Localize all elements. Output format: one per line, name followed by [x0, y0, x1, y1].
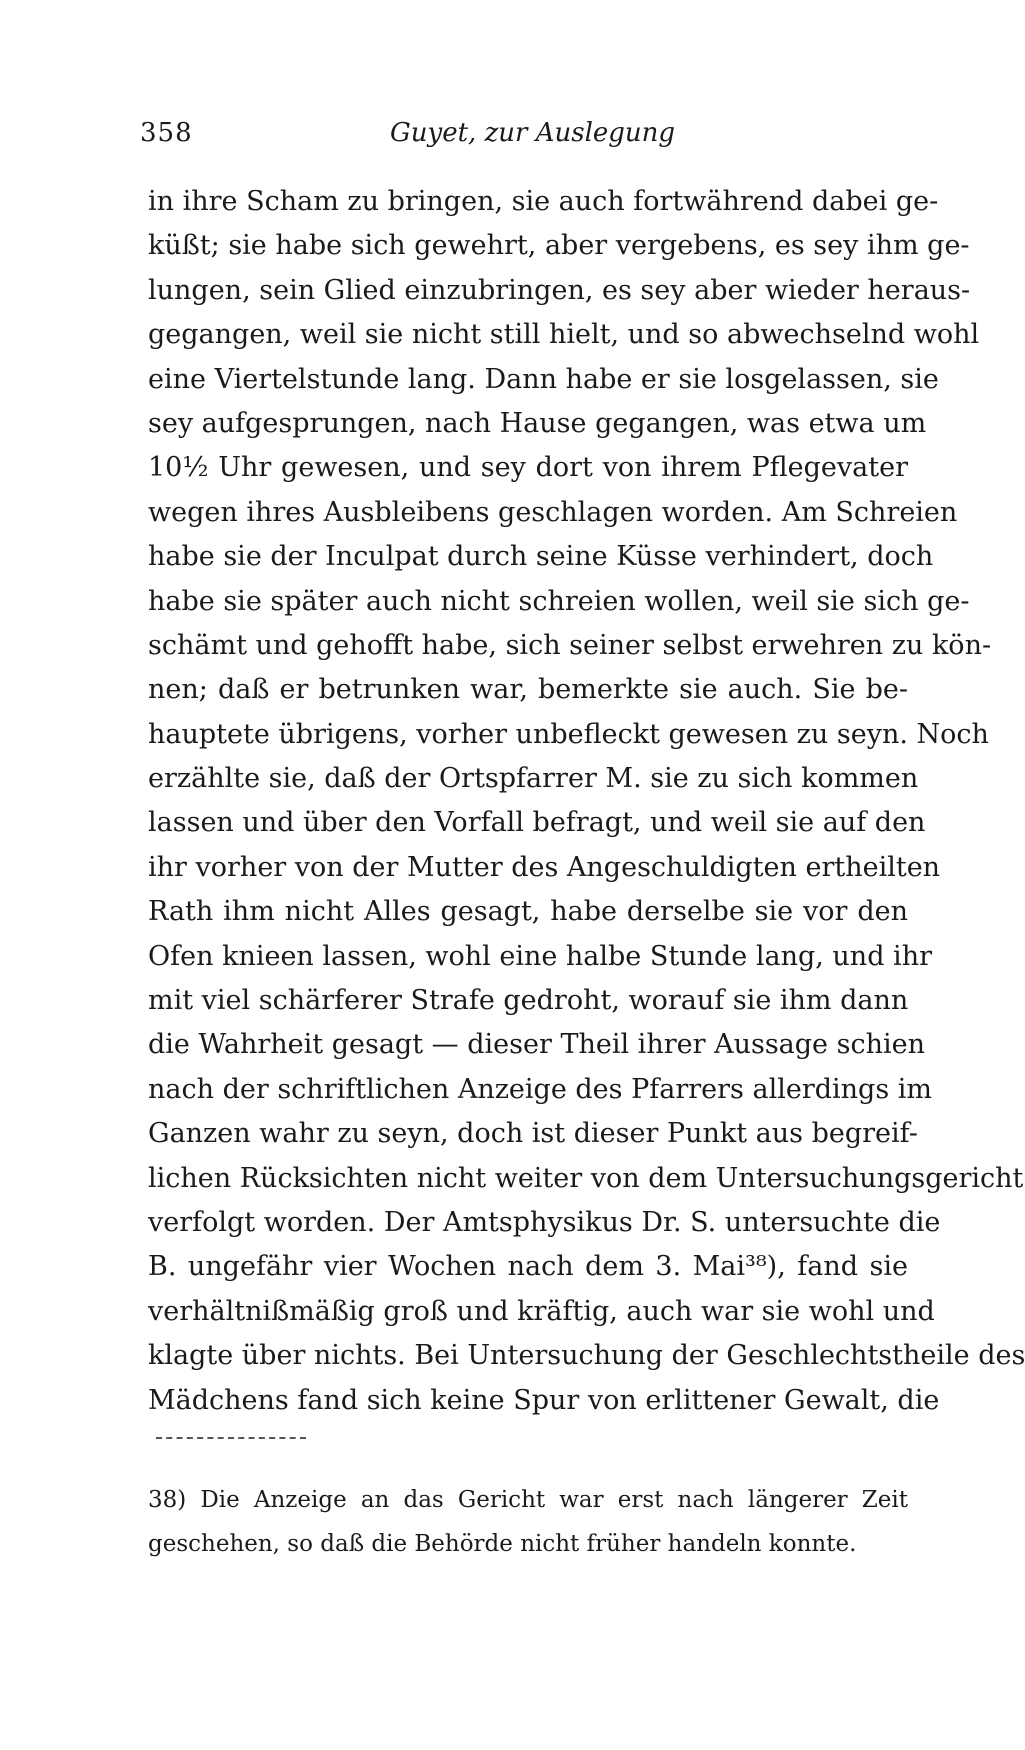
- text-line: verfolgt worden. Der Amtsphysikus Dr. S. untersuchte die: [148, 1206, 941, 1238]
- text-line: nen; daß er betrunken war, bemerkte sie auch. Sie be-: [148, 674, 908, 706]
- running-head: Guyet, zur Auslegung: [390, 118, 676, 148]
- text-line: verhältnißmäßig groß und kräftig, auch war sie wohl und: [148, 1295, 935, 1327]
- text-line: Ganzen wahr zu seyn, doch ist dieser Punkt aus begreif-: [148, 1118, 918, 1150]
- text-line: wegen ihres Ausbleibens geschlagen worden. Am Schreien: [148, 496, 958, 528]
- text-line: lichen Rücksichten nicht weiter von dem Untersuchungsgericht: [148, 1162, 1024, 1194]
- footnote-separator: [156, 1437, 306, 1440]
- text-line: habe sie der Inculpat durch seine Küsse verhindert, doch: [148, 541, 934, 573]
- text-line: klagte über nichts. Bei Untersuchung der Geschlechtstheile des: [148, 1340, 1025, 1372]
- text-line: habe sie später auch nicht schreien wollen, weil sie sich ge-: [148, 585, 970, 617]
- text-line: nach der schriftlichen Anzeige des Pfarrers allerdings im: [148, 1073, 933, 1105]
- text-line: die Wahrheit gesagt — dieser Theil ihrer Aussage schien: [148, 1029, 925, 1061]
- text-line: mit viel schärferer Strafe gedroht, worauf sie ihm dann: [148, 985, 909, 1017]
- page-header: [140, 118, 900, 158]
- footnote-line: geschehen, so daß die Behörde nicht früher handeln konnte.: [148, 1531, 857, 1557]
- text-line: erzählte sie, daß der Ortspfarrer M. sie zu sich kommen: [148, 763, 919, 795]
- text-line: schämt und gehofft habe, sich seiner selbst erwehren zu kön-: [148, 629, 992, 661]
- body-text: [148, 180, 1025, 1423]
- footnote-line: 38) Die Anzeige an das Gericht war erst nach längerer Zeit: [148, 1487, 908, 1513]
- text-line: 10½ Uhr gewesen, und sey dort von ihrem Pflegevater: [148, 452, 908, 484]
- page-number: 358: [140, 118, 193, 148]
- text-line: Mädchens fand sich keine Spur von erlittener Gewalt, die: [148, 1384, 940, 1416]
- text-line: in ihre Scham zu bringen, sie auch fortwährend dabei ge-: [148, 186, 939, 217]
- text-line: Ofen knieen lassen, wohl eine halbe Stunde lang, und ihr: [148, 940, 932, 972]
- text-line: lungen, sein Glied einzubringen, es sey aber wieder heraus-: [148, 274, 971, 306]
- text-line: Rath ihm nicht Alles gesagt, habe derselbe sie vor den: [148, 896, 908, 928]
- text-line: ihr vorher von der Mutter des Angeschuldigten ertheilten: [148, 851, 941, 883]
- text-line: B. ungefähr vier Wochen nach dem 3. Mai³⁸), fand sie: [148, 1251, 908, 1283]
- text-line: küßt; sie habe sich gewehrt, aber vergebens, es sey ihm ge-: [148, 230, 970, 262]
- footnote: [148, 1478, 908, 1566]
- text-line: lassen und über den Vorfall befragt, und weil sie auf den: [148, 807, 926, 839]
- text-line: sey aufgesprungen, nach Hause gegangen, was etwa um: [148, 407, 927, 439]
- text-line: eine Viertelstunde lang. Dann habe er sie losgelassen, sie: [148, 363, 939, 395]
- text-line: hauptete übrigens, vorher unbefleckt gewesen zu seyn. Noch: [148, 718, 989, 750]
- text-line: gegangen, weil sie nicht still hielt, und so abwechselnd wohl: [148, 319, 980, 351]
